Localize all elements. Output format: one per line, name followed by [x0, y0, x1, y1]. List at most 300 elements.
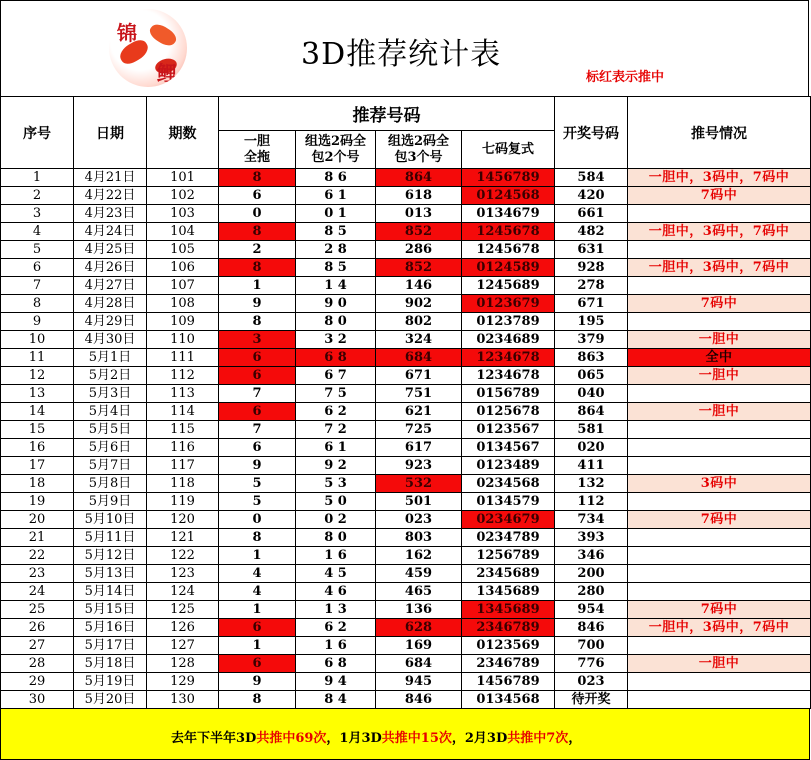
cell-date: 5月12日 — [74, 547, 147, 565]
table-row — [1, 565, 811, 583]
cell-period: 110 — [147, 331, 219, 349]
cell-group3: 532 — [376, 475, 462, 493]
table-row — [1, 691, 811, 709]
cell-situation: 一胆中，3码中，7码中 — [628, 619, 811, 637]
cell-group3: 146 — [376, 277, 462, 295]
summary-footer — [0, 708, 810, 760]
cell-seq: 4 — [1, 223, 74, 241]
table-row — [1, 475, 811, 493]
cell-date: 5月6日 — [74, 439, 147, 457]
cell-date: 4月28日 — [74, 295, 147, 313]
cell-date: 5月5日 — [74, 421, 147, 439]
logo-glyph: 锦 — [117, 21, 137, 45]
table-row — [1, 331, 811, 349]
cell-group3: 751 — [376, 385, 462, 403]
cell-seq: 3 — [1, 205, 74, 223]
header-single-banker: 一胆 全拖 — [219, 131, 296, 169]
table-row — [1, 439, 811, 457]
cell-seven-code: 0124589 — [462, 259, 555, 277]
cell-group2: 4 6 — [296, 583, 376, 601]
cell-single-banker: 8 — [219, 223, 296, 241]
cell-group3: 169 — [376, 637, 462, 655]
cell-single-banker: 8 — [219, 169, 296, 187]
header-date: 日期 — [74, 97, 147, 169]
cell-seq: 8 — [1, 295, 74, 313]
cell-draw: 023 — [555, 673, 628, 691]
table-row — [1, 421, 811, 439]
cell-group2: 8 0 — [296, 313, 376, 331]
cell-date: 5月17日 — [74, 637, 147, 655]
cell-seq: 13 — [1, 385, 74, 403]
cell-draw: 671 — [555, 295, 628, 313]
cell-seven-code: 2346789 — [462, 655, 555, 673]
cell-group2: 6 7 — [296, 367, 376, 385]
cell-seq: 5 — [1, 241, 74, 259]
cell-group3: 459 — [376, 565, 462, 583]
cell-seq: 20 — [1, 511, 74, 529]
table-row — [1, 511, 811, 529]
cell-seq: 7 — [1, 277, 74, 295]
cell-group2: 0 2 — [296, 511, 376, 529]
cell-single-banker: 6 — [219, 619, 296, 637]
cell-single-banker: 8 — [219, 691, 296, 709]
cell-group3: 684 — [376, 349, 462, 367]
cell-group2: 6 8 — [296, 349, 376, 367]
cell-seven-code: 0156789 — [462, 385, 555, 403]
cell-group2: 9 4 — [296, 673, 376, 691]
cell-single-banker: 2 — [219, 241, 296, 259]
cell-situation — [628, 313, 811, 331]
cell-group3: 501 — [376, 493, 462, 511]
cell-group2: 1 6 — [296, 637, 376, 655]
cell-situation — [628, 493, 811, 511]
cell-group3: 852 — [376, 259, 462, 277]
cell-draw: 200 — [555, 565, 628, 583]
cell-seq: 16 — [1, 439, 74, 457]
cell-single-banker: 4 — [219, 565, 296, 583]
cell-group2: 9 0 — [296, 295, 376, 313]
cell-date: 5月7日 — [74, 457, 147, 475]
cell-single-banker: 4 — [219, 583, 296, 601]
cell-seq: 19 — [1, 493, 74, 511]
cell-group2: 7 2 — [296, 421, 376, 439]
cell-seq: 29 — [1, 673, 74, 691]
cell-period: 101 — [147, 169, 219, 187]
cell-seven-code: 0234689 — [462, 331, 555, 349]
cell-seq: 2 — [1, 187, 74, 205]
koi-fish-icon — [147, 20, 179, 49]
cell-seq: 15 — [1, 421, 74, 439]
cell-single-banker: 6 — [219, 403, 296, 421]
cell-draw: 846 — [555, 619, 628, 637]
header-recommend: 推荐号码 — [219, 97, 555, 131]
cell-group3: 162 — [376, 547, 462, 565]
cell-group2: 8 0 — [296, 529, 376, 547]
cell-situation: 7码中 — [628, 601, 811, 619]
cell-period: 127 — [147, 637, 219, 655]
cell-group2: 8 5 — [296, 259, 376, 277]
cell-seven-code: 1245678 — [462, 241, 555, 259]
cell-group3: 465 — [376, 583, 462, 601]
table-row — [1, 403, 811, 421]
cell-situation: 7码中 — [628, 511, 811, 529]
cell-draw: 379 — [555, 331, 628, 349]
cell-group3: 945 — [376, 673, 462, 691]
cell-single-banker: 6 — [219, 349, 296, 367]
cell-period: 114 — [147, 403, 219, 421]
cell-group3: 725 — [376, 421, 462, 439]
cell-group3: 803 — [376, 529, 462, 547]
table-row — [1, 457, 811, 475]
cell-seven-code: 2345689 — [462, 565, 555, 583]
cell-seven-code: 2346789 — [462, 619, 555, 637]
table-row — [1, 367, 811, 385]
cell-single-banker: 8 — [219, 529, 296, 547]
cell-seq: 27 — [1, 637, 74, 655]
table-row — [1, 385, 811, 403]
cell-situation — [628, 205, 811, 223]
table-row — [1, 655, 811, 673]
cell-situation — [628, 421, 811, 439]
cell-draw: 065 — [555, 367, 628, 385]
cell-date: 5月14日 — [74, 583, 147, 601]
cell-group2: 1 3 — [296, 601, 376, 619]
cell-draw: 112 — [555, 493, 628, 511]
cell-seven-code: 1234678 — [462, 349, 555, 367]
cell-group2: 5 3 — [296, 475, 376, 493]
cell-group3: 684 — [376, 655, 462, 673]
cell-date: 4月22日 — [74, 187, 147, 205]
table-row — [1, 619, 811, 637]
cell-group2: 6 2 — [296, 403, 376, 421]
cell-date: 5月11日 — [74, 529, 147, 547]
cell-situation — [628, 385, 811, 403]
cell-period: 125 — [147, 601, 219, 619]
cell-draw: 661 — [555, 205, 628, 223]
cell-group3: 864 — [376, 169, 462, 187]
cell-group3: 621 — [376, 403, 462, 421]
cell-situation — [628, 457, 811, 475]
cell-draw: 954 — [555, 601, 628, 619]
cell-seq: 28 — [1, 655, 74, 673]
table-row — [1, 241, 811, 259]
cell-single-banker: 1 — [219, 601, 296, 619]
cell-single-banker: 1 — [219, 637, 296, 655]
cell-draw: 195 — [555, 313, 628, 331]
cell-situation: 3码中 — [628, 475, 811, 493]
cell-seven-code: 0234789 — [462, 529, 555, 547]
cell-period: 107 — [147, 277, 219, 295]
cell-group3: 136 — [376, 601, 462, 619]
table-row — [1, 169, 811, 187]
cell-seven-code: 0234568 — [462, 475, 555, 493]
cell-date: 5月16日 — [74, 619, 147, 637]
cell-seq: 10 — [1, 331, 74, 349]
cell-draw: 待开奖 — [555, 691, 628, 709]
header-period: 期数 — [147, 97, 219, 169]
cell-situation — [628, 691, 811, 709]
cell-group2: 6 1 — [296, 439, 376, 457]
table-row — [1, 583, 811, 601]
cell-group3: 852 — [376, 223, 462, 241]
cell-period: 104 — [147, 223, 219, 241]
cell-seq: 23 — [1, 565, 74, 583]
cell-situation: 一胆中，3码中，7码中 — [628, 169, 811, 187]
cell-group2: 1 4 — [296, 277, 376, 295]
cell-situation — [628, 637, 811, 655]
cell-date: 4月25日 — [74, 241, 147, 259]
cell-draw: 346 — [555, 547, 628, 565]
cell-group3: 286 — [376, 241, 462, 259]
cell-period: 122 — [147, 547, 219, 565]
cell-seven-code: 0124568 — [462, 187, 555, 205]
cell-situation: 一胆中，3码中，7码中 — [628, 259, 811, 277]
cell-seven-code: 1345689 — [462, 601, 555, 619]
cell-seq: 22 — [1, 547, 74, 565]
cell-group3: 618 — [376, 187, 462, 205]
cell-date: 4月30日 — [74, 331, 147, 349]
cell-group2: 2 8 — [296, 241, 376, 259]
table-row — [1, 349, 811, 367]
cell-group3: 617 — [376, 439, 462, 457]
cell-date: 5月9日 — [74, 493, 147, 511]
cell-date: 4月29日 — [74, 313, 147, 331]
cell-group3: 671 — [376, 367, 462, 385]
cell-draw: 278 — [555, 277, 628, 295]
cell-period: 103 — [147, 205, 219, 223]
cell-single-banker: 0 — [219, 205, 296, 223]
cell-draw: 863 — [555, 349, 628, 367]
cell-draw: 393 — [555, 529, 628, 547]
cell-situation: 一胆中 — [628, 403, 811, 421]
cell-date: 4月26日 — [74, 259, 147, 277]
cell-date: 4月23日 — [74, 205, 147, 223]
cell-period: 126 — [147, 619, 219, 637]
cell-single-banker: 3 — [219, 331, 296, 349]
cell-period: 113 — [147, 385, 219, 403]
cell-single-banker: 6 — [219, 655, 296, 673]
cell-draw: 020 — [555, 439, 628, 457]
cell-group2: 8 6 — [296, 169, 376, 187]
cell-draw: 631 — [555, 241, 628, 259]
header-draw: 开奖号码 — [555, 97, 628, 169]
cell-group2: 8 4 — [296, 691, 376, 709]
cell-group2: 5 0 — [296, 493, 376, 511]
koi-logo — [109, 9, 187, 87]
cell-single-banker: 1 — [219, 277, 296, 295]
cell-seven-code: 0123489 — [462, 457, 555, 475]
cell-seven-code: 1234678 — [462, 367, 555, 385]
cell-date: 5月19日 — [74, 673, 147, 691]
cell-seven-code: 1256789 — [462, 547, 555, 565]
header-group3: 组选2码全 包3个号 — [376, 131, 462, 169]
cell-period: 129 — [147, 673, 219, 691]
summary-text: 去年下半年3D共推中69次，1月3D共推中15次，2月3D共推中7次， — [171, 731, 582, 746]
cell-period: 121 — [147, 529, 219, 547]
cell-single-banker: 5 — [219, 475, 296, 493]
cell-date: 5月18日 — [74, 655, 147, 673]
cell-single-banker: 6 — [219, 187, 296, 205]
cell-single-banker: 9 — [219, 457, 296, 475]
cell-seq: 30 — [1, 691, 74, 709]
cell-seq: 9 — [1, 313, 74, 331]
cell-single-banker: 6 — [219, 439, 296, 457]
cell-draw: 482 — [555, 223, 628, 241]
cell-period: 112 — [147, 367, 219, 385]
cell-situation — [628, 439, 811, 457]
cell-seven-code: 1245689 — [462, 277, 555, 295]
cell-date: 5月2日 — [74, 367, 147, 385]
table-row — [1, 313, 811, 331]
cell-period: 130 — [147, 691, 219, 709]
header-seq: 序号 — [1, 97, 74, 169]
cell-group2: 6 8 — [296, 655, 376, 673]
cell-draw: 411 — [555, 457, 628, 475]
cell-period: 120 — [147, 511, 219, 529]
cell-group3: 923 — [376, 457, 462, 475]
cell-situation — [628, 565, 811, 583]
cell-situation: 一胆中，3码中，7码中 — [628, 223, 811, 241]
cell-period: 123 — [147, 565, 219, 583]
cell-seven-code: 0234679 — [462, 511, 555, 529]
cell-single-banker: 7 — [219, 421, 296, 439]
cell-group2: 6 2 — [296, 619, 376, 637]
cell-situation — [628, 241, 811, 259]
cell-date: 5月15日 — [74, 601, 147, 619]
cell-date: 4月24日 — [74, 223, 147, 241]
cell-seven-code: 0123789 — [462, 313, 555, 331]
cell-group3: 902 — [376, 295, 462, 313]
cell-period: 111 — [147, 349, 219, 367]
table-row — [1, 529, 811, 547]
cell-date: 5月4日 — [74, 403, 147, 421]
cell-group2: 1 6 — [296, 547, 376, 565]
cell-date: 5月10日 — [74, 511, 147, 529]
cell-seq: 6 — [1, 259, 74, 277]
cell-period: 115 — [147, 421, 219, 439]
cell-date: 5月1日 — [74, 349, 147, 367]
cell-seq: 21 — [1, 529, 74, 547]
table-row — [1, 637, 811, 655]
cell-draw: 040 — [555, 385, 628, 403]
cell-seq: 26 — [1, 619, 74, 637]
table-row — [1, 601, 811, 619]
table-row — [1, 295, 811, 313]
cell-date: 5月13日 — [74, 565, 147, 583]
table-body — [1, 169, 811, 709]
cell-seq: 25 — [1, 601, 74, 619]
cell-group2: 7 5 — [296, 385, 376, 403]
cell-date: 5月3日 — [74, 385, 147, 403]
table-row — [1, 673, 811, 691]
cell-single-banker: 5 — [219, 493, 296, 511]
cell-situation — [628, 277, 811, 295]
cell-date: 5月20日 — [74, 691, 147, 709]
cell-seven-code: 0134579 — [462, 493, 555, 511]
cell-situation: 7码中 — [628, 187, 811, 205]
cell-seven-code: 0134679 — [462, 205, 555, 223]
cell-period: 106 — [147, 259, 219, 277]
recommendation-table — [0, 96, 811, 709]
cell-seven-code: 1456789 — [462, 673, 555, 691]
cell-seq: 24 — [1, 583, 74, 601]
table-row — [1, 547, 811, 565]
cell-period: 109 — [147, 313, 219, 331]
cell-seven-code: 1245678 — [462, 223, 555, 241]
cell-draw: 132 — [555, 475, 628, 493]
cell-single-banker: 9 — [219, 295, 296, 313]
cell-seven-code: 0134567 — [462, 439, 555, 457]
cell-period: 117 — [147, 457, 219, 475]
cell-seq: 17 — [1, 457, 74, 475]
header-group2: 组选2码全 包2个号 — [296, 131, 376, 169]
table-row — [1, 259, 811, 277]
cell-single-banker: 9 — [219, 673, 296, 691]
cell-situation — [628, 529, 811, 547]
cell-situation: 一胆中 — [628, 331, 811, 349]
table-row — [1, 493, 811, 511]
cell-period: 108 — [147, 295, 219, 313]
cell-group3: 802 — [376, 313, 462, 331]
cell-seven-code: 0123679 — [462, 295, 555, 313]
cell-group2: 6 1 — [296, 187, 376, 205]
cell-period: 118 — [147, 475, 219, 493]
cell-seq: 12 — [1, 367, 74, 385]
cell-group2: 9 2 — [296, 457, 376, 475]
cell-seven-code: 1345689 — [462, 583, 555, 601]
cell-date: 5月8日 — [74, 475, 147, 493]
cell-draw: 420 — [555, 187, 628, 205]
table-row — [1, 223, 811, 241]
cell-seven-code: 0123567 — [462, 421, 555, 439]
cell-draw: 584 — [555, 169, 628, 187]
cell-seq: 14 — [1, 403, 74, 421]
cell-draw: 928 — [555, 259, 628, 277]
cell-seven-code: 0134568 — [462, 691, 555, 709]
logo-glyph: 鲤 — [157, 61, 177, 85]
cell-single-banker: 1 — [219, 547, 296, 565]
cell-situation: 7码中 — [628, 295, 811, 313]
cell-group2: 8 5 — [296, 223, 376, 241]
cell-draw: 864 — [555, 403, 628, 421]
cell-period: 128 — [147, 655, 219, 673]
cell-group2: 0 1 — [296, 205, 376, 223]
cell-situation — [628, 547, 811, 565]
header-seven-code: 七码复式 — [462, 131, 555, 169]
cell-seq: 11 — [1, 349, 74, 367]
cell-situation — [628, 583, 811, 601]
cell-date: 4月27日 — [74, 277, 147, 295]
cell-situation: 全中 — [628, 349, 811, 367]
cell-seven-code: 0123569 — [462, 637, 555, 655]
cell-draw: 776 — [555, 655, 628, 673]
cell-period: 102 — [147, 187, 219, 205]
cell-group3: 013 — [376, 205, 462, 223]
cell-single-banker: 8 — [219, 313, 296, 331]
cell-single-banker: 6 — [219, 367, 296, 385]
cell-seven-code: 1456789 — [462, 169, 555, 187]
cell-draw: 734 — [555, 511, 628, 529]
cell-period: 124 — [147, 583, 219, 601]
cell-group3: 023 — [376, 511, 462, 529]
cell-draw: 280 — [555, 583, 628, 601]
cell-single-banker: 0 — [219, 511, 296, 529]
cell-group2: 4 5 — [296, 565, 376, 583]
sheet-header — [0, 0, 809, 96]
cell-period: 119 — [147, 493, 219, 511]
cell-seven-code: 0125678 — [462, 403, 555, 421]
cell-group3: 324 — [376, 331, 462, 349]
